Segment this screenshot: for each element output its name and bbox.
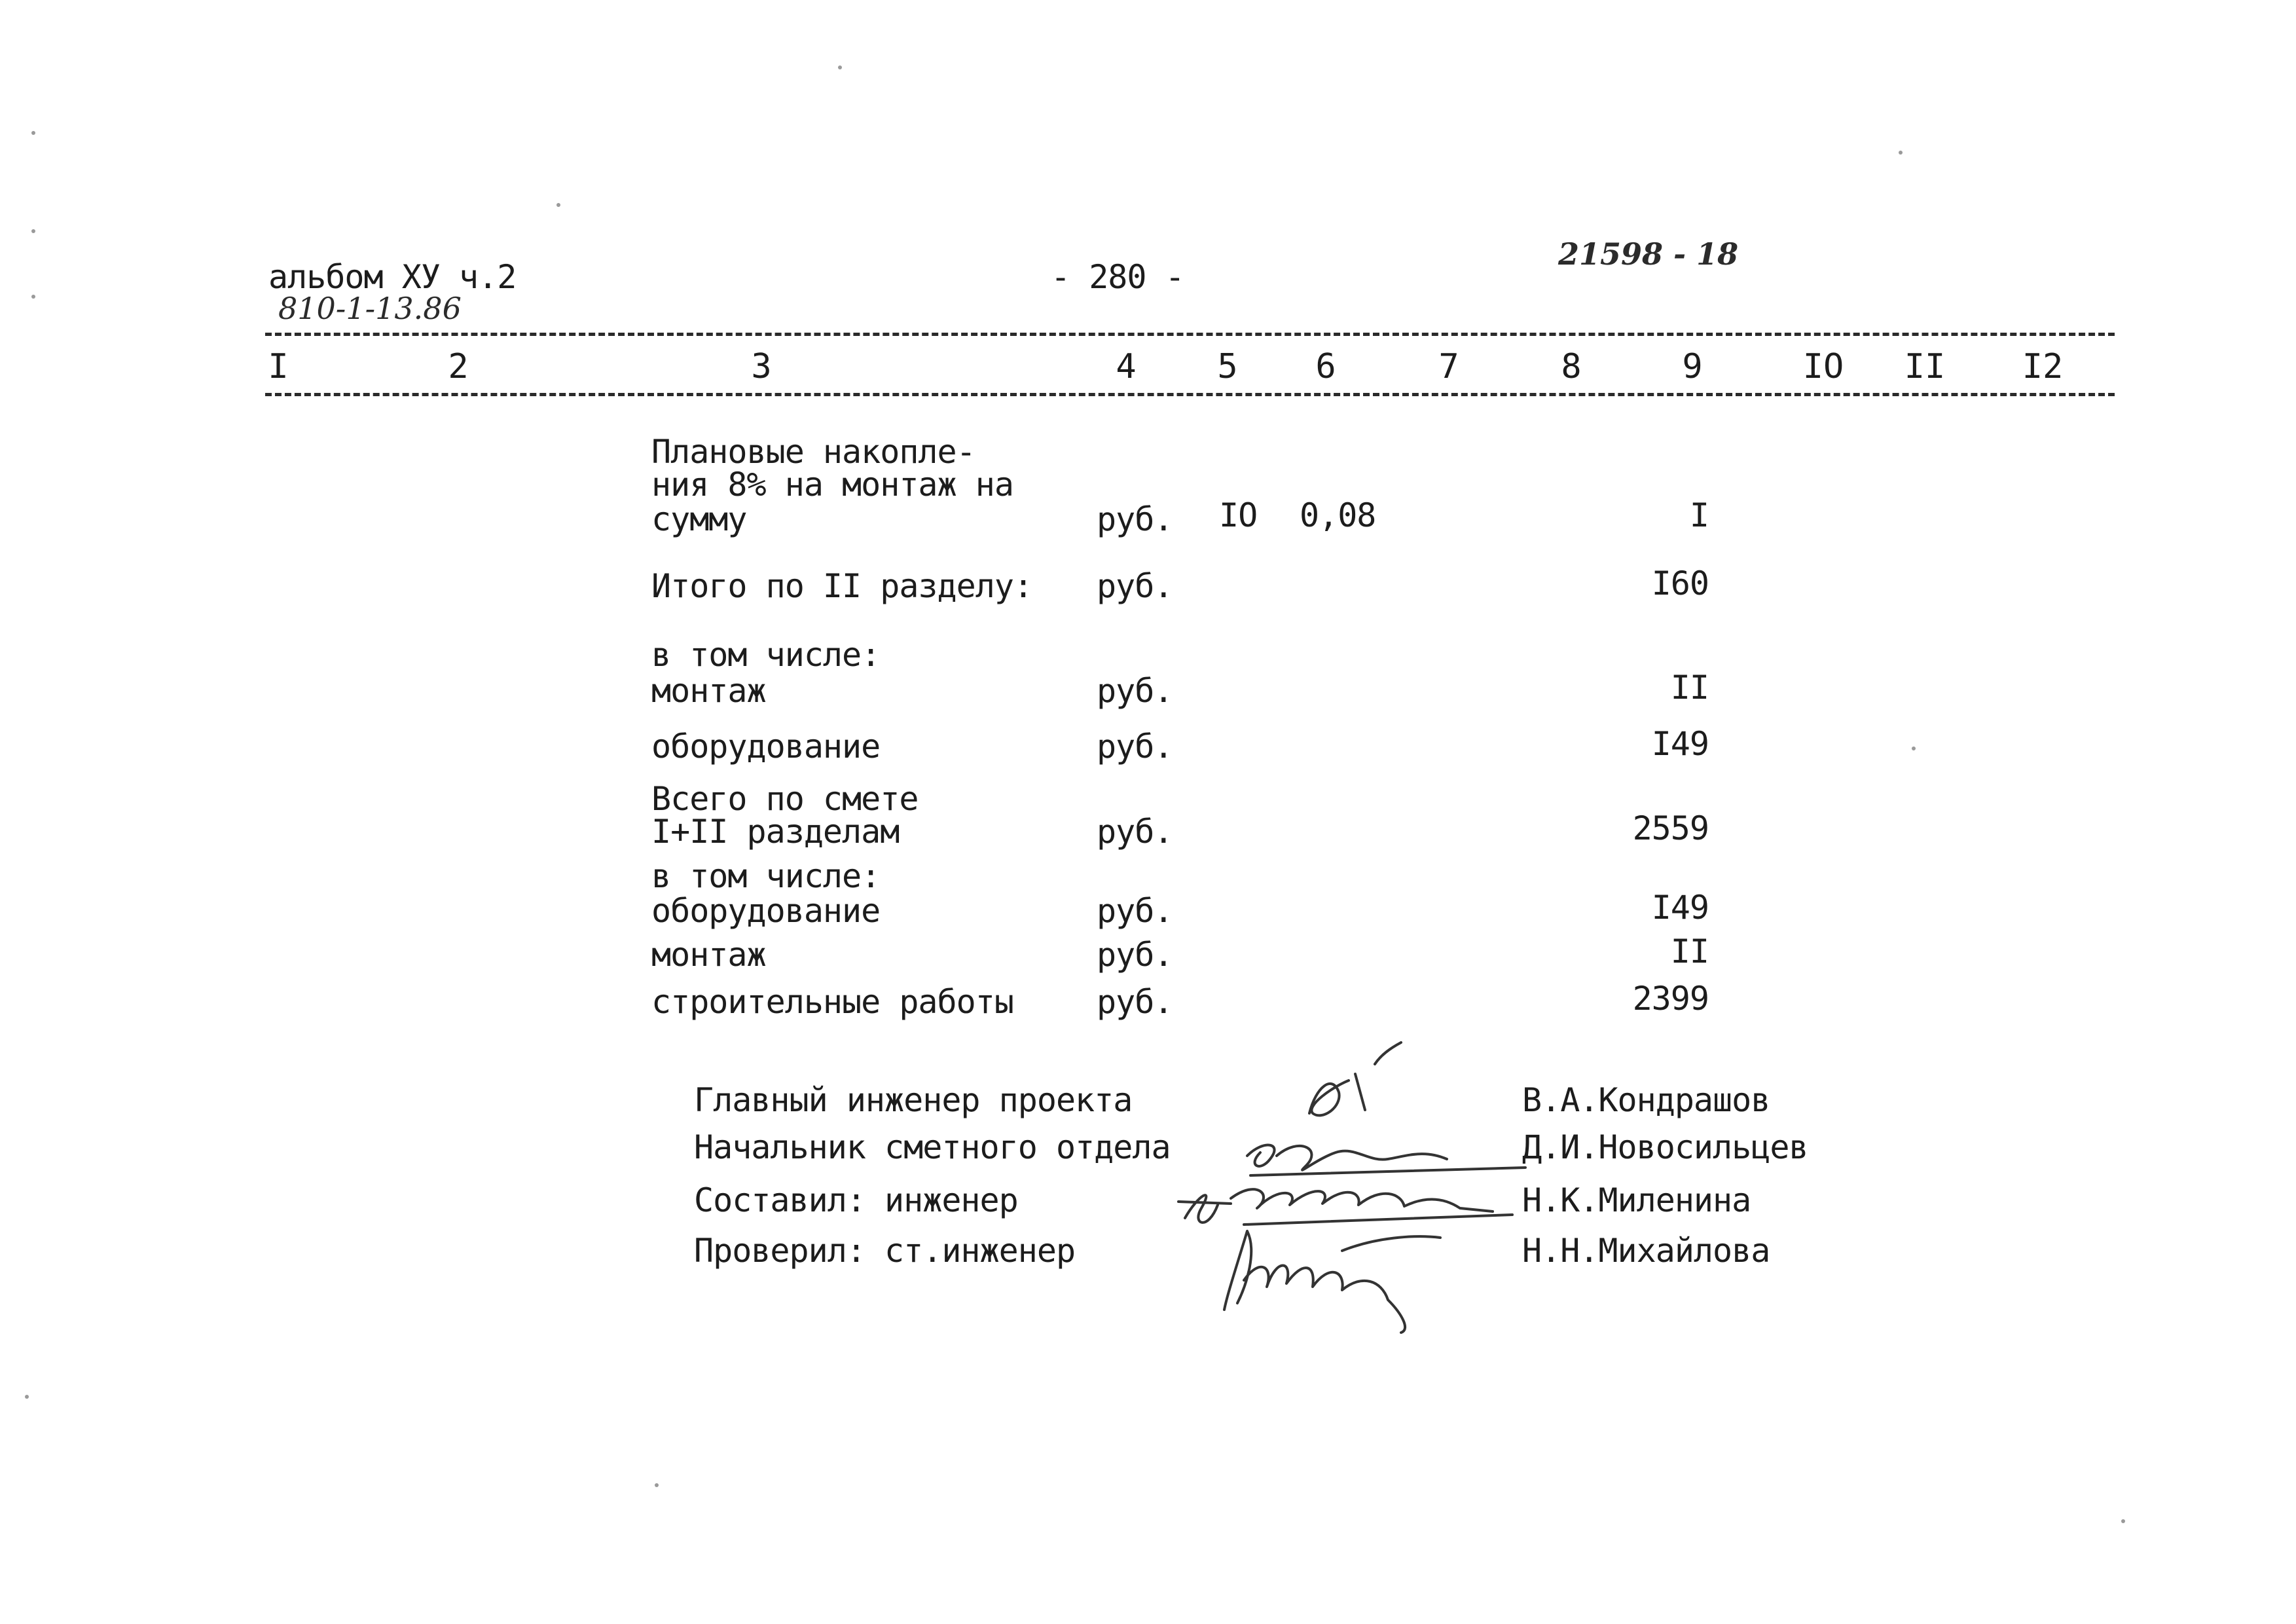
planned-col5: IO	[1219, 496, 1258, 534]
column-number: 2	[448, 347, 469, 386]
signature-estimate-head	[1247, 1145, 1525, 1175]
total-section2-unit: руб.	[1097, 567, 1173, 605]
montage-unit: руб.	[1097, 936, 1173, 974]
doc-number-hand: 21598 - 18	[1558, 236, 1739, 272]
signature-role: Составил: инженер	[694, 1181, 1018, 1219]
montage-col9: II	[1670, 669, 1709, 707]
montage-label: монтаж	[651, 936, 766, 974]
construction-unit: руб.	[1097, 983, 1173, 1021]
column-number: I	[268, 347, 289, 386]
column-number: II	[1904, 347, 1946, 386]
signature-name: Д.И.Новосильцев	[1522, 1128, 1808, 1166]
total-section2-col9: I60	[1651, 564, 1709, 602]
equipment-unit: руб.	[1097, 728, 1173, 766]
album-label: альбом ХУ ч.2	[268, 258, 517, 296]
total-estimate-col9: 2559	[1632, 809, 1709, 847]
equipment-col9: I49	[1651, 889, 1709, 927]
planned-unit: руб.	[1097, 500, 1173, 538]
column-number: 4	[1116, 347, 1137, 386]
construction-label: строительные работы	[651, 983, 1013, 1021]
signature-name: В.А.Кондрашов	[1522, 1081, 1770, 1119]
planned-col6: 0,08	[1300, 496, 1376, 534]
signature-role: Начальник сметного отдела	[694, 1128, 1171, 1166]
column-number: 7	[1438, 347, 1459, 386]
column-number: 3	[751, 347, 772, 386]
total-section2-label: Итого по II разделу:	[651, 567, 1033, 605]
signature-name: Н.Н.Михайлова	[1522, 1232, 1770, 1270]
planned-line-2: ния 8% на монтаж на	[651, 466, 1013, 504]
signature-engineer	[1178, 1189, 1512, 1225]
total-estimate-line-1: Всего по смете	[651, 780, 919, 818]
column-number: 5	[1217, 347, 1238, 386]
column-number: 9	[1682, 347, 1703, 386]
signature-chief-engineer	[1309, 1043, 1401, 1115]
equipment-col9: I49	[1651, 725, 1709, 763]
signature-role: Проверил: ст.инженер	[694, 1232, 1076, 1270]
equipment-label: оборудование	[651, 728, 881, 766]
total-estimate-line-2: I+II разделам	[651, 813, 900, 851]
montage-col9: II	[1670, 932, 1709, 970]
including-label: в том числе:	[651, 636, 881, 674]
including-label: в том числе:	[651, 857, 881, 895]
column-number: IO	[1802, 347, 1844, 386]
column-number: 8	[1561, 347, 1582, 386]
column-number: 6	[1315, 347, 1336, 386]
total-estimate-unit: руб.	[1097, 813, 1173, 851]
montage-label: монтаж	[651, 672, 766, 710]
signature-senior-engineer	[1224, 1231, 1440, 1333]
equipment-label: оборудование	[651, 892, 881, 930]
planned-line-3: сумму	[651, 500, 747, 538]
column-number: I2	[2022, 347, 2064, 386]
planned-col9: I	[1689, 496, 1709, 534]
album-hand-number: 810-1-13.86	[278, 291, 462, 326]
montage-unit: руб.	[1097, 672, 1173, 710]
planned-line-1: Плановые накопле-	[651, 433, 975, 471]
signature-name: Н.К.Миленина	[1522, 1181, 1751, 1219]
signature-role: Главный инженер проекта	[694, 1081, 1133, 1119]
construction-col9: 2399	[1632, 980, 1709, 1018]
equipment-unit: руб.	[1097, 892, 1173, 930]
page-number: - 280 -	[1051, 258, 1184, 296]
